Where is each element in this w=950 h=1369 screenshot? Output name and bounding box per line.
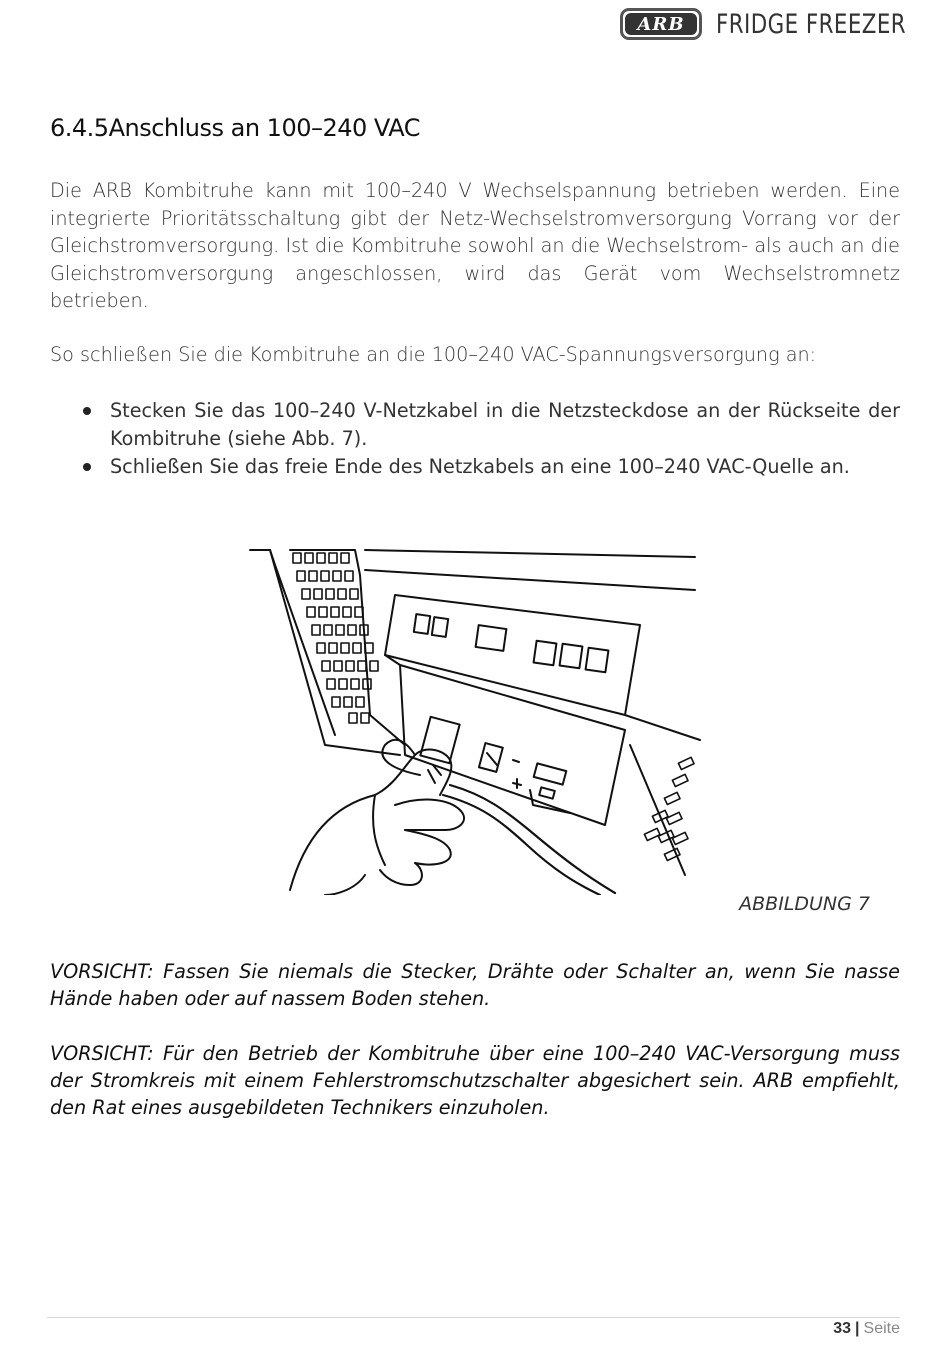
intro-paragraph: Die ARB Kombitruhe kann mit 100–240 V Wechselspannung betrieben werden. Eine integrierte Prioritätsschaltung gibt der Netz-Wechselstromversorgung Vorrang vor der Gleichstromversorgung. Ist die Kombitruhe sowohl an die Wechselstrom- als auch an die Gleichstromversorgung angeschlossen, wird das Gerät vom Wechselstromnetz betrieben. [50,179,900,312]
hand-drawing [290,740,464,895]
page-header [620,4,932,44]
brand-title: FRIDGE FREEZER [716,8,907,40]
bullet-icon [83,407,91,415]
page-footer [833,1320,900,1338]
fridge-front-vents [625,715,700,875]
figure-illustration [245,545,705,895]
warning-text: VORSICHT: Fassen Sie niemals die Stecker, Drähte oder Schalter an, wenn Sie nasse Hände haben oder auf nassem Boden stehen. [50,960,900,1010]
list-item [50,397,900,453]
list-item-text: Schließen Sie das freie Ende des Netzkabels an eine 100–240 VAC-Quelle an. [110,455,850,478]
page-number: 33 [833,1320,852,1337]
footer-divider [47,1317,900,1318]
instruction-lead: So schließen Sie die Kombitruhe an die 100–240 VAC-Spannungsversorgung an: [50,343,817,366]
section-title: 6.4.5Anschluss an 100–240 VAC [50,114,421,142]
arb-logo-text: ARB [625,13,697,35]
arb-logo [620,8,702,40]
fridge-side-panel [250,550,405,755]
figure-caption: ABBILDUNG 7 [739,893,870,915]
page-label: Seite [863,1320,900,1337]
bullet-icon [83,463,91,471]
footer-separator: | [855,1320,860,1337]
instruction-list [50,397,900,481]
list-item-text: Stecken Sie das 100–240 V-Netzkabel in die Netzsteckdose an der Rückseite der Kombitruhe (siehe Abb. 7). [110,399,900,450]
warning-text: VORSICHT: Für den Betrieb der Kombitruhe über eine 100–240 VAC-Versorgung muss der Stromkreis mit einem Fehlerstromschutzschalter abgesichert sein. ARB empfiehlt, den Rat eines ausgebildeten Technikers einzuholen. [50,1042,900,1119]
list-item [50,453,900,481]
